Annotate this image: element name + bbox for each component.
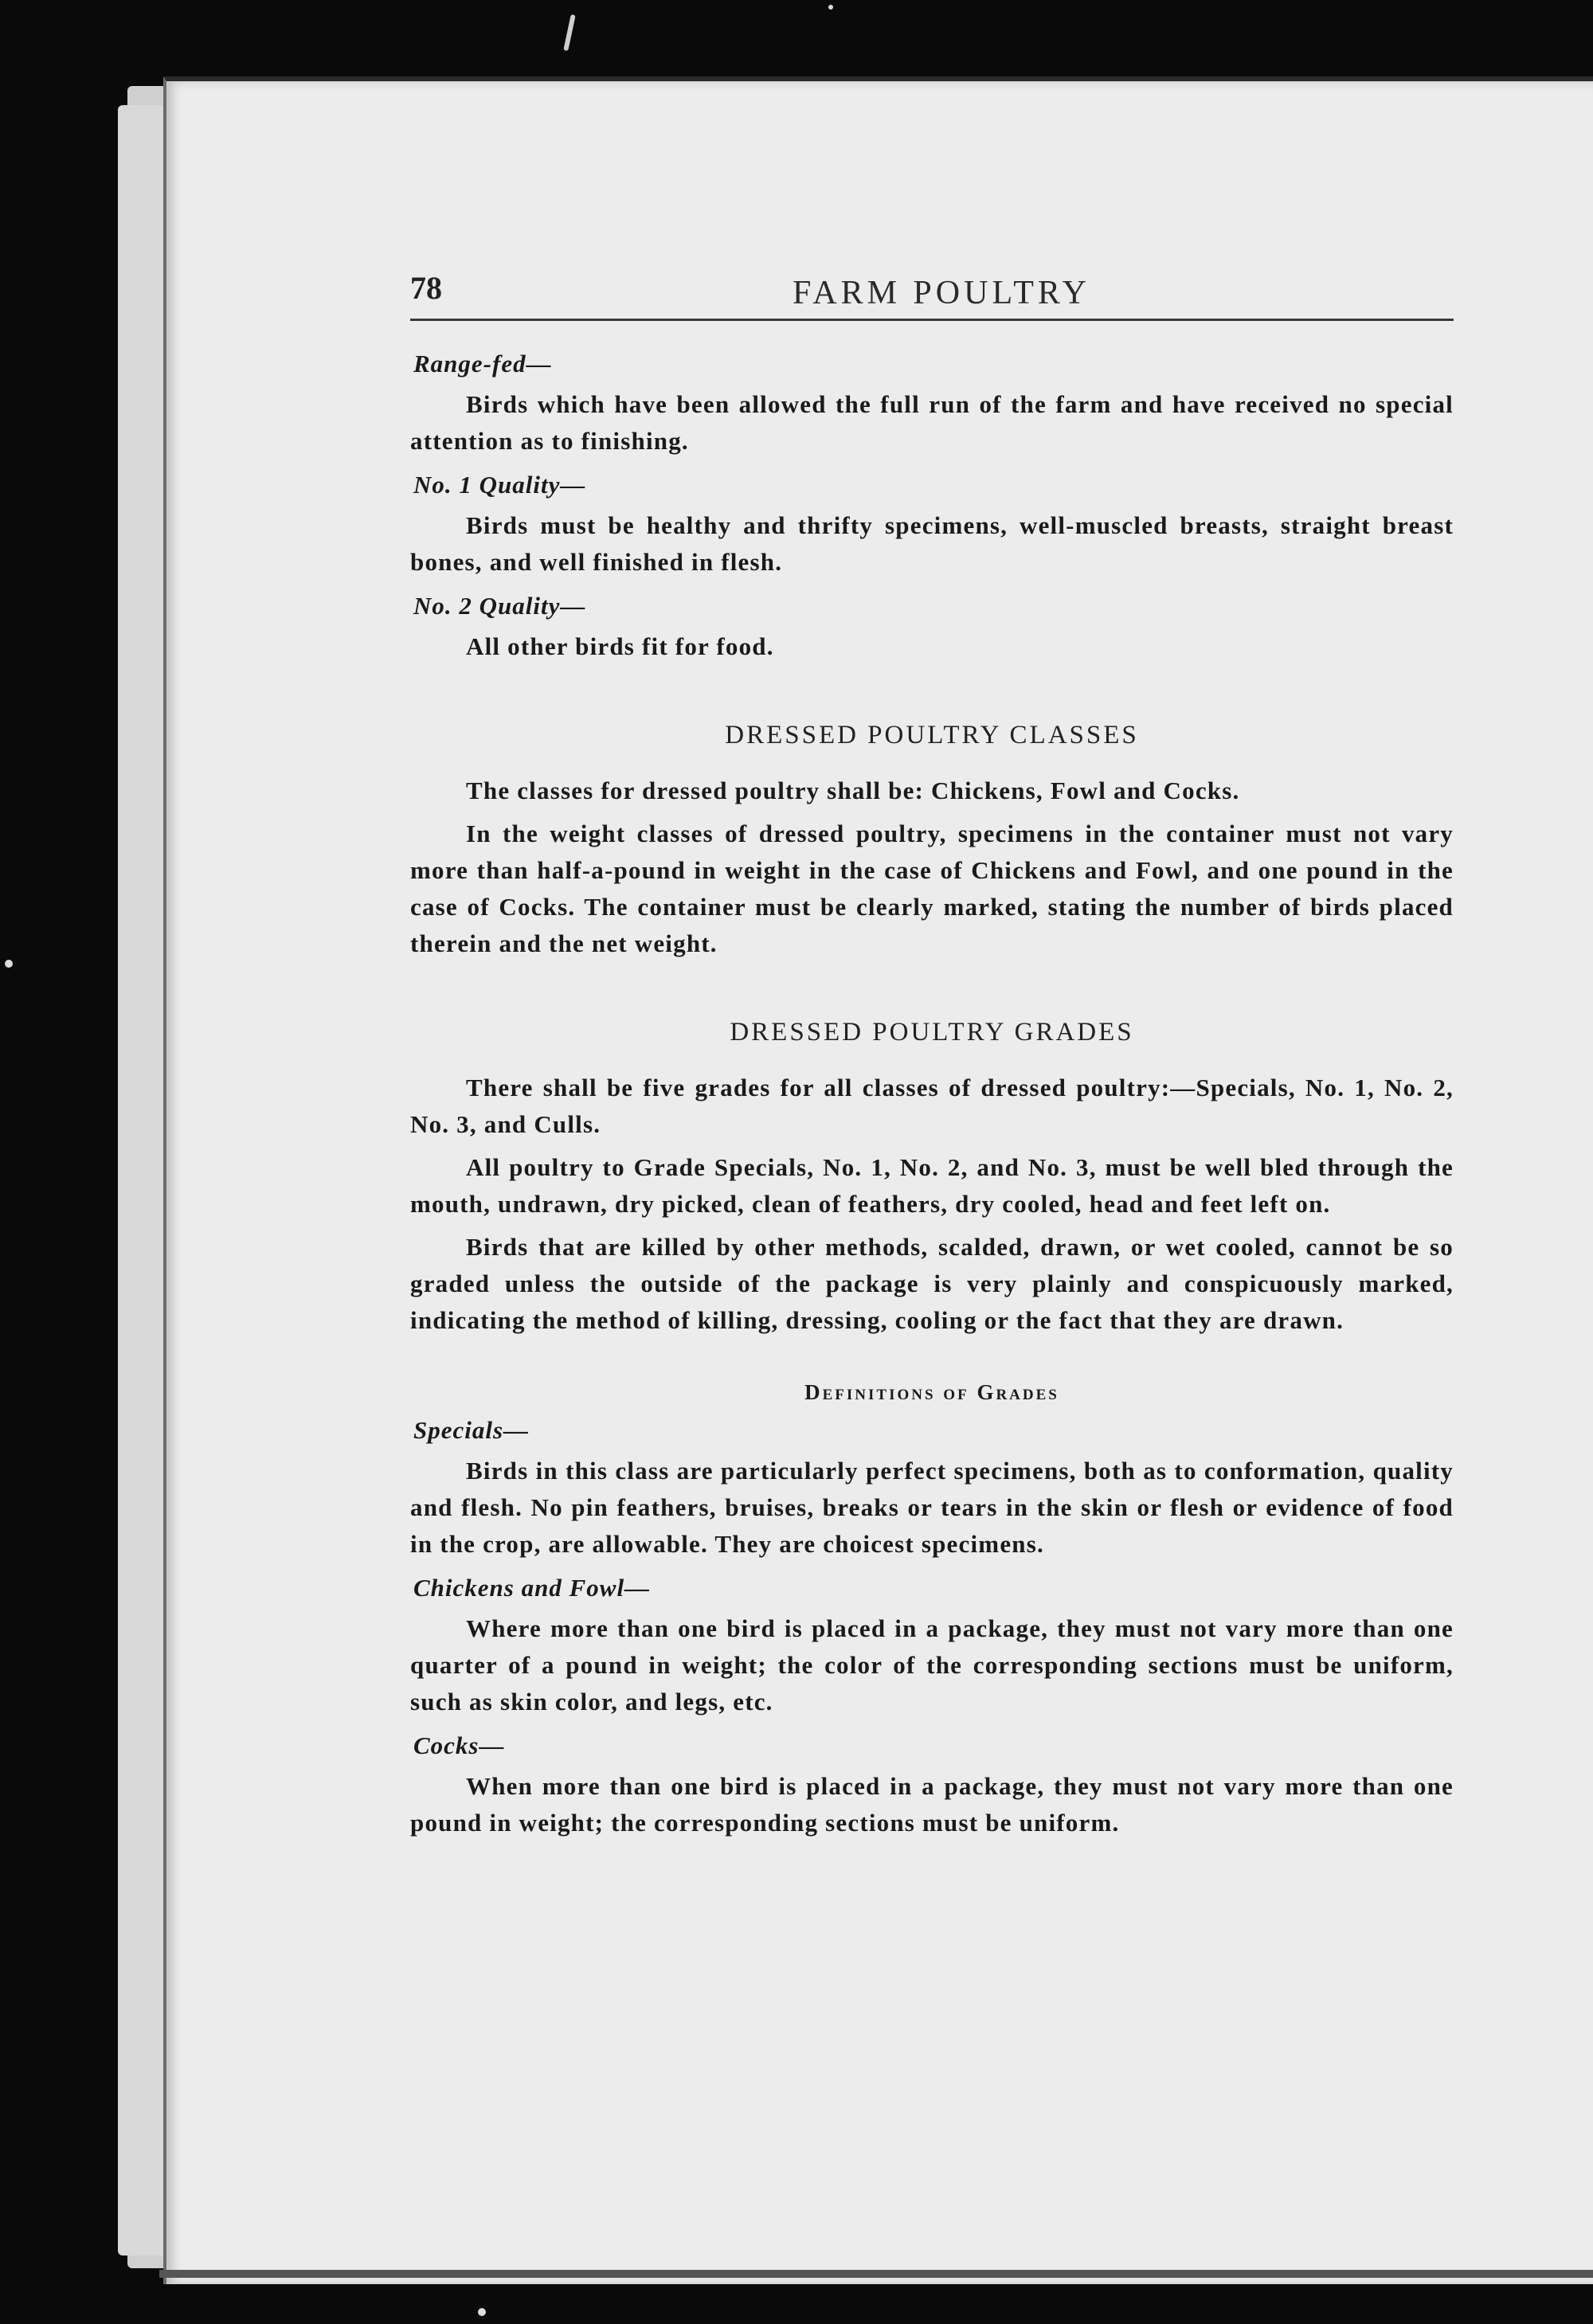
entry-heading: Chickens and Fowl— xyxy=(413,1574,651,1602)
dust-speck xyxy=(478,2308,486,2316)
page-text xyxy=(410,263,1454,1848)
subsection-heading: Definitions of Grades xyxy=(804,1380,1059,1404)
entry-heading: Cocks— xyxy=(413,1731,505,1759)
paragraph: The classes for dressed poultry shall be: Chickens, Fowl and Cocks. xyxy=(466,777,1240,804)
dust-speck xyxy=(5,960,13,968)
entry-heading: No. 1 Quality— xyxy=(413,471,586,499)
paragraph: In the weight classes of dressed poultry, specimens in the container must not vary more than half-a-pound in weight in the case of Chickens and Fowl, and one pound in the case of Cocks. The container must be clearly marked, stating the number of birds placed therein and the net weight. xyxy=(410,820,1454,957)
entry-text: All other birds fit for food. xyxy=(466,632,774,660)
entry-heading: No. 2 Quality— xyxy=(413,592,586,620)
entry-text: Birds must be healthy and thrifty specimens, well-muscled breasts, straight breast bones, and well finished in flesh. xyxy=(410,511,1454,576)
section-heading: DRESSED POULTRY GRADES xyxy=(730,1018,1134,1047)
paragraph: Birds that are killed by other methods, scalded, drawn, or wet cooled, cannot be so graded unless the outside of the package is very plainly and conspicuously marked, indicating the method of killing, dressing, cooling or the fact that they are drawn. xyxy=(410,1233,1454,1334)
entry-heading: Range-fed— xyxy=(413,350,552,378)
page-bottom-edge xyxy=(159,2270,1593,2278)
entry-text: Birds which have been allowed the full run of the farm and have received no special attention as to finishing. xyxy=(410,390,1454,455)
paragraph: There shall be five grades for all classes of dressed poultry:—Specials, No. 1, No. 2, No. 3, and Culls. xyxy=(410,1074,1454,1138)
dust-speck xyxy=(563,14,575,51)
section-heading: DRESSED POULTRY CLASSES xyxy=(725,721,1139,749)
book-title: FARM POULTRY xyxy=(793,275,1090,311)
paragraph: All poultry to Grade Specials, No. 1, No. 2, and No. 3, must be well bled through the mouth, undrawn, dry picked, clean of feathers, dry cooled, head and feet left on. xyxy=(410,1153,1454,1218)
entry-heading: Specials— xyxy=(413,1416,530,1444)
entry-text: Birds in this class are particularly perfect specimens, both as to conformation, quality and flesh. No pin feathers, bruises, breaks or tears in the skin or flesh or evidence of food in the crop, are allowable. They are choicest specimens. xyxy=(410,1457,1454,1558)
dust-speck xyxy=(828,5,833,10)
entry-text: When more than one bird is placed in a package, they must not vary more than one pound in weight; the corresponding sections must be uniform. xyxy=(410,1772,1454,1837)
running-head xyxy=(410,263,1454,321)
page-number: 78 xyxy=(410,270,442,306)
entry-text: Where more than one bird is placed in a package, they must not vary more than one quarter of a pound in weight; the color of the corresponding sections must be uniform, such as skin color, and legs, etc. xyxy=(410,1614,1454,1716)
